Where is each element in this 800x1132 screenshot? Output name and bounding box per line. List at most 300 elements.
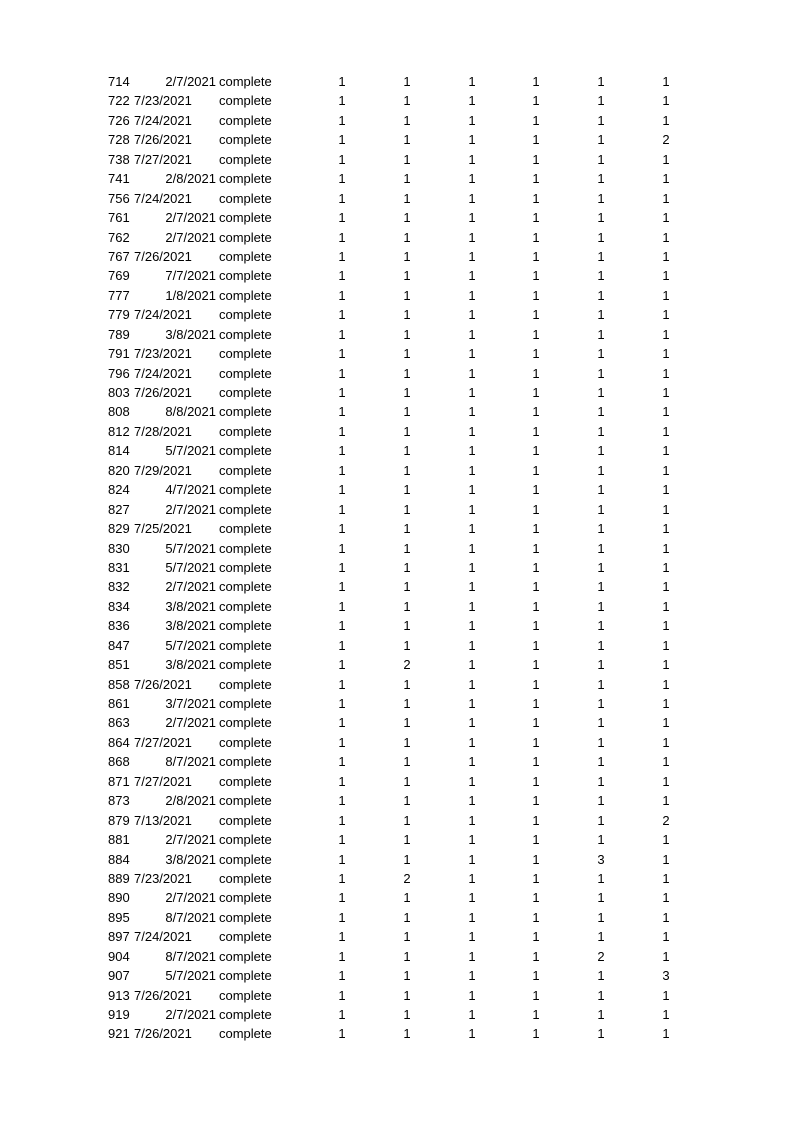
- value-cell: 1: [338, 190, 346, 206]
- table-row: [0, 850, 800, 869]
- table-row: [0, 616, 800, 635]
- value-cell: 1: [468, 132, 476, 148]
- record-id: 796: [108, 365, 130, 381]
- record-id: 919: [108, 1007, 130, 1022]
- value-cell: 1: [468, 1026, 476, 1042]
- value-cell: 1: [597, 715, 605, 731]
- value-cell: 1: [662, 190, 670, 206]
- value-cell: 1: [532, 579, 540, 595]
- record-status: complete: [219, 559, 272, 575]
- value-cell: 1: [468, 268, 476, 284]
- value-cell: 1: [403, 676, 411, 692]
- value-cell: 1: [662, 462, 670, 478]
- table-row: [0, 344, 800, 363]
- value-cell: 1: [403, 618, 411, 634]
- table-row: [0, 713, 800, 732]
- value-cell: 1: [468, 501, 476, 517]
- record-id: 836: [108, 618, 130, 634]
- value-cell: 1: [403, 948, 411, 964]
- record-id: 921: [108, 1026, 130, 1042]
- value-cell: 1: [403, 190, 411, 206]
- record-date: 2/8/2021: [165, 171, 216, 187]
- value-cell: 1: [468, 385, 476, 400]
- value-cell: 1: [662, 385, 670, 400]
- record-id: 897: [108, 929, 130, 945]
- value-cell: 1: [597, 365, 605, 381]
- record-date: 7/23/2021: [134, 346, 192, 362]
- value-cell: 1: [403, 229, 411, 245]
- value-cell: 1: [403, 210, 411, 226]
- value-cell: 1: [338, 151, 346, 167]
- value-cell: 2: [662, 812, 670, 828]
- value-cell: 1: [338, 171, 346, 187]
- value-cell: 1: [597, 404, 605, 420]
- value-cell: 1: [597, 74, 605, 89]
- record-id: 829: [108, 521, 130, 537]
- record-date: 3/8/2021: [165, 326, 216, 342]
- value-cell: 1: [468, 171, 476, 187]
- value-cell: 1: [597, 482, 605, 498]
- value-cell: 1: [338, 482, 346, 498]
- record-status: complete: [219, 93, 272, 109]
- record-date: 8/7/2021: [165, 754, 216, 770]
- record-date: 1/8/2021: [165, 287, 216, 303]
- record-status: complete: [219, 74, 272, 89]
- value-cell: 1: [597, 443, 605, 459]
- record-id: 884: [108, 851, 130, 867]
- value-cell: 1: [468, 696, 476, 711]
- value-cell: 2: [662, 132, 670, 148]
- value-cell: 1: [338, 229, 346, 245]
- value-cell: 1: [403, 287, 411, 303]
- value-cell: 1: [532, 151, 540, 167]
- record-status: complete: [219, 909, 272, 925]
- record-status: complete: [219, 540, 272, 556]
- value-cell: 1: [662, 929, 670, 945]
- record-id: 889: [108, 870, 130, 886]
- value-cell: 1: [532, 618, 540, 634]
- value-cell: 1: [468, 676, 476, 692]
- value-cell: 1: [532, 870, 540, 886]
- record-status: complete: [219, 676, 272, 692]
- record-date: 7/26/2021: [134, 1026, 192, 1042]
- record-id: 814: [108, 443, 130, 459]
- value-cell: 1: [338, 210, 346, 226]
- value-cell: 2: [597, 948, 605, 964]
- record-status: complete: [219, 618, 272, 634]
- value-cell: 1: [468, 482, 476, 498]
- record-date: 7/24/2021: [134, 365, 192, 381]
- record-id: 827: [108, 501, 130, 517]
- table-row: [0, 811, 800, 830]
- value-cell: 2: [403, 657, 411, 673]
- value-cell: 1: [338, 1026, 346, 1042]
- value-cell: 1: [597, 559, 605, 575]
- value-cell: 1: [403, 132, 411, 148]
- value-cell: 1: [597, 210, 605, 226]
- value-cell: 1: [597, 734, 605, 750]
- record-id: 726: [108, 112, 130, 128]
- record-date: 7/7/2021: [165, 268, 216, 284]
- table-row: [0, 1024, 800, 1043]
- value-cell: 1: [468, 346, 476, 362]
- value-cell: 1: [532, 501, 540, 517]
- value-cell: 1: [338, 909, 346, 925]
- value-cell: 1: [338, 521, 346, 537]
- value-cell: 1: [532, 1007, 540, 1022]
- record-date: 3/8/2021: [165, 618, 216, 634]
- value-cell: 1: [532, 968, 540, 984]
- record-id: 820: [108, 462, 130, 478]
- record-status: complete: [219, 812, 272, 828]
- value-cell: 1: [468, 443, 476, 459]
- record-id: 861: [108, 696, 130, 711]
- value-cell: 1: [468, 734, 476, 750]
- value-cell: 1: [338, 870, 346, 886]
- table-row: [0, 908, 800, 927]
- record-id: 808: [108, 404, 130, 420]
- table-row: [0, 266, 800, 285]
- value-cell: 2: [403, 870, 411, 886]
- record-date: 3/8/2021: [165, 657, 216, 673]
- value-cell: 1: [532, 268, 540, 284]
- table-row: [0, 636, 800, 655]
- value-cell: 1: [338, 657, 346, 673]
- value-cell: 1: [532, 812, 540, 828]
- value-cell: 1: [532, 462, 540, 478]
- value-cell: 1: [532, 637, 540, 653]
- record-id: 831: [108, 559, 130, 575]
- value-cell: 1: [597, 307, 605, 323]
- record-id: 832: [108, 579, 130, 595]
- value-cell: 1: [468, 812, 476, 828]
- value-cell: 1: [468, 93, 476, 109]
- table-row: [0, 772, 800, 791]
- record-id: 868: [108, 754, 130, 770]
- value-cell: 1: [468, 1007, 476, 1022]
- value-cell: 1: [468, 462, 476, 478]
- record-id: 728: [108, 132, 130, 148]
- value-cell: 1: [468, 715, 476, 731]
- record-date: 7/27/2021: [134, 734, 192, 750]
- record-id: 847: [108, 637, 130, 653]
- value-cell: 1: [468, 968, 476, 984]
- value-cell: 1: [468, 365, 476, 381]
- record-date: 2/7/2021: [165, 832, 216, 848]
- value-cell: 1: [597, 968, 605, 984]
- value-cell: 1: [403, 482, 411, 498]
- value-cell: 1: [468, 637, 476, 653]
- value-cell: 1: [403, 793, 411, 809]
- value-cell: 1: [338, 559, 346, 575]
- value-cell: 1: [403, 540, 411, 556]
- value-cell: 1: [403, 346, 411, 362]
- table-row: [0, 364, 800, 383]
- value-cell: 1: [662, 540, 670, 556]
- value-cell: 1: [403, 151, 411, 167]
- value-cell: 1: [403, 365, 411, 381]
- record-status: complete: [219, 832, 272, 848]
- value-cell: 1: [662, 851, 670, 867]
- value-cell: 1: [597, 385, 605, 400]
- value-cell: 1: [403, 812, 411, 828]
- table-row: [0, 733, 800, 752]
- record-status: complete: [219, 968, 272, 984]
- record-status: complete: [219, 151, 272, 167]
- value-cell: 1: [403, 696, 411, 711]
- value-cell: 1: [403, 521, 411, 537]
- value-cell: 1: [597, 540, 605, 556]
- value-cell: 1: [597, 832, 605, 848]
- record-date: 8/7/2021: [165, 909, 216, 925]
- value-cell: 1: [338, 773, 346, 789]
- value-cell: 1: [338, 385, 346, 400]
- value-cell: 1: [662, 268, 670, 284]
- value-cell: 1: [338, 268, 346, 284]
- value-cell: 1: [468, 793, 476, 809]
- record-id: 812: [108, 423, 130, 439]
- record-date: 7/23/2021: [134, 870, 192, 886]
- record-status: complete: [219, 598, 272, 614]
- value-cell: 1: [403, 443, 411, 459]
- table-row: [0, 150, 800, 169]
- value-cell: 1: [468, 754, 476, 770]
- record-date: 7/23/2021: [134, 93, 192, 109]
- table-row: [0, 577, 800, 596]
- record-id: 830: [108, 540, 130, 556]
- value-cell: 1: [468, 598, 476, 614]
- value-cell: 1: [597, 248, 605, 264]
- table-row: [0, 519, 800, 538]
- value-cell: 1: [662, 657, 670, 673]
- value-cell: 1: [532, 385, 540, 400]
- record-date: 3/7/2021: [165, 696, 216, 711]
- record-id: 879: [108, 812, 130, 828]
- value-cell: 1: [338, 929, 346, 945]
- record-id: 824: [108, 482, 130, 498]
- table-row: [0, 461, 800, 480]
- value-cell: 1: [597, 773, 605, 789]
- value-cell: 1: [662, 637, 670, 653]
- record-id: 895: [108, 909, 130, 925]
- value-cell: 1: [532, 365, 540, 381]
- value-cell: 1: [662, 443, 670, 459]
- value-cell: 1: [403, 968, 411, 984]
- value-cell: 1: [597, 190, 605, 206]
- record-id: 881: [108, 832, 130, 848]
- value-cell: 1: [403, 754, 411, 770]
- value-cell: 3: [662, 968, 670, 984]
- value-cell: 1: [662, 559, 670, 575]
- value-cell: 1: [597, 287, 605, 303]
- table-row: [0, 305, 800, 324]
- value-cell: 1: [468, 326, 476, 342]
- record-id: 769: [108, 268, 130, 284]
- value-cell: 1: [468, 579, 476, 595]
- record-date: 7/26/2021: [134, 676, 192, 692]
- value-cell: 1: [403, 307, 411, 323]
- value-cell: 1: [662, 987, 670, 1003]
- record-date: 2/7/2021: [165, 210, 216, 226]
- record-date: 2/7/2021: [165, 1007, 216, 1022]
- value-cell: 1: [662, 93, 670, 109]
- value-cell: 1: [597, 812, 605, 828]
- table-row: [0, 558, 800, 577]
- value-cell: 1: [662, 423, 670, 439]
- value-cell: 1: [403, 890, 411, 906]
- record-id: 761: [108, 210, 130, 226]
- value-cell: 1: [662, 793, 670, 809]
- value-cell: 1: [662, 229, 670, 245]
- value-cell: 1: [468, 657, 476, 673]
- record-id: 871: [108, 773, 130, 789]
- value-cell: 1: [468, 248, 476, 264]
- record-status: complete: [219, 346, 272, 362]
- value-cell: 1: [403, 1026, 411, 1042]
- record-id: 756: [108, 190, 130, 206]
- record-id: 873: [108, 793, 130, 809]
- value-cell: 1: [532, 909, 540, 925]
- value-cell: 1: [532, 540, 540, 556]
- value-cell: 1: [338, 598, 346, 614]
- record-date: 5/7/2021: [165, 443, 216, 459]
- value-cell: 1: [597, 929, 605, 945]
- table-row: [0, 655, 800, 674]
- value-cell: 1: [597, 754, 605, 770]
- value-cell: 1: [597, 229, 605, 245]
- value-cell: 1: [597, 579, 605, 595]
- table-row: [0, 947, 800, 966]
- record-status: complete: [219, 657, 272, 673]
- record-date: 7/28/2021: [134, 423, 192, 439]
- record-status: complete: [219, 287, 272, 303]
- value-cell: 1: [403, 248, 411, 264]
- value-cell: 1: [532, 734, 540, 750]
- record-date: 7/13/2021: [134, 812, 192, 828]
- record-status: complete: [219, 365, 272, 381]
- value-cell: 1: [468, 773, 476, 789]
- value-cell: 1: [662, 1007, 670, 1022]
- table-row: [0, 422, 800, 441]
- value-cell: 1: [597, 132, 605, 148]
- value-cell: 1: [662, 1026, 670, 1042]
- value-cell: 1: [403, 74, 411, 89]
- value-cell: 1: [403, 462, 411, 478]
- value-cell: 1: [468, 229, 476, 245]
- value-cell: 1: [532, 132, 540, 148]
- value-cell: 1: [662, 521, 670, 537]
- table-row: [0, 500, 800, 519]
- record-status: complete: [219, 929, 272, 945]
- value-cell: 1: [468, 423, 476, 439]
- value-cell: 1: [532, 482, 540, 498]
- value-cell: 1: [468, 74, 476, 89]
- record-id: 762: [108, 229, 130, 245]
- record-status: complete: [219, 307, 272, 323]
- record-date: 2/7/2021: [165, 579, 216, 595]
- table-row: [0, 441, 800, 460]
- value-cell: 1: [468, 929, 476, 945]
- value-cell: 1: [532, 598, 540, 614]
- value-cell: 1: [468, 870, 476, 886]
- value-cell: 1: [532, 287, 540, 303]
- value-cell: 1: [532, 773, 540, 789]
- value-cell: 1: [338, 287, 346, 303]
- value-cell: 1: [597, 268, 605, 284]
- record-date: 8/7/2021: [165, 948, 216, 964]
- value-cell: 1: [597, 501, 605, 517]
- value-cell: 1: [662, 579, 670, 595]
- record-status: complete: [219, 521, 272, 537]
- value-cell: 1: [597, 909, 605, 925]
- value-cell: 1: [468, 190, 476, 206]
- value-cell: 1: [532, 715, 540, 731]
- value-cell: 1: [403, 559, 411, 575]
- value-cell: 1: [403, 93, 411, 109]
- value-cell: 1: [662, 287, 670, 303]
- record-id: 738: [108, 151, 130, 167]
- value-cell: 1: [532, 326, 540, 342]
- value-cell: 1: [532, 657, 540, 673]
- table-row: [0, 480, 800, 499]
- value-cell: 1: [403, 268, 411, 284]
- record-status: complete: [219, 1026, 272, 1042]
- value-cell: 1: [532, 754, 540, 770]
- record-status: complete: [219, 385, 272, 400]
- value-cell: 1: [338, 307, 346, 323]
- record-date: 7/27/2021: [134, 773, 192, 789]
- record-id: 858: [108, 676, 130, 692]
- value-cell: 1: [338, 851, 346, 867]
- record-id: 803: [108, 385, 130, 400]
- record-date: 2/8/2021: [165, 793, 216, 809]
- record-date: 8/8/2021: [165, 404, 216, 420]
- value-cell: 1: [597, 890, 605, 906]
- value-cell: 1: [338, 132, 346, 148]
- value-cell: 1: [338, 404, 346, 420]
- value-cell: 1: [662, 870, 670, 886]
- table-row: [0, 869, 800, 888]
- value-cell: 1: [338, 637, 346, 653]
- value-cell: 1: [403, 637, 411, 653]
- value-cell: 1: [468, 851, 476, 867]
- value-cell: 1: [532, 404, 540, 420]
- record-status: complete: [219, 948, 272, 964]
- value-cell: 1: [468, 287, 476, 303]
- record-status: complete: [219, 190, 272, 206]
- value-cell: 1: [338, 579, 346, 595]
- value-cell: 1: [338, 112, 346, 128]
- record-date: 5/7/2021: [165, 559, 216, 575]
- value-cell: 1: [403, 851, 411, 867]
- record-date: 2/7/2021: [165, 890, 216, 906]
- value-cell: 1: [662, 754, 670, 770]
- record-date: 7/29/2021: [134, 462, 192, 478]
- value-cell: 1: [597, 676, 605, 692]
- value-cell: 1: [338, 812, 346, 828]
- record-status: complete: [219, 734, 272, 750]
- value-cell: 1: [597, 93, 605, 109]
- value-cell: 1: [662, 74, 670, 89]
- value-cell: 1: [338, 715, 346, 731]
- record-status: complete: [219, 696, 272, 711]
- table-row: [0, 286, 800, 305]
- value-cell: 1: [597, 657, 605, 673]
- value-cell: 1: [532, 74, 540, 89]
- value-cell: 1: [338, 74, 346, 89]
- value-cell: 1: [338, 832, 346, 848]
- value-cell: 1: [597, 696, 605, 711]
